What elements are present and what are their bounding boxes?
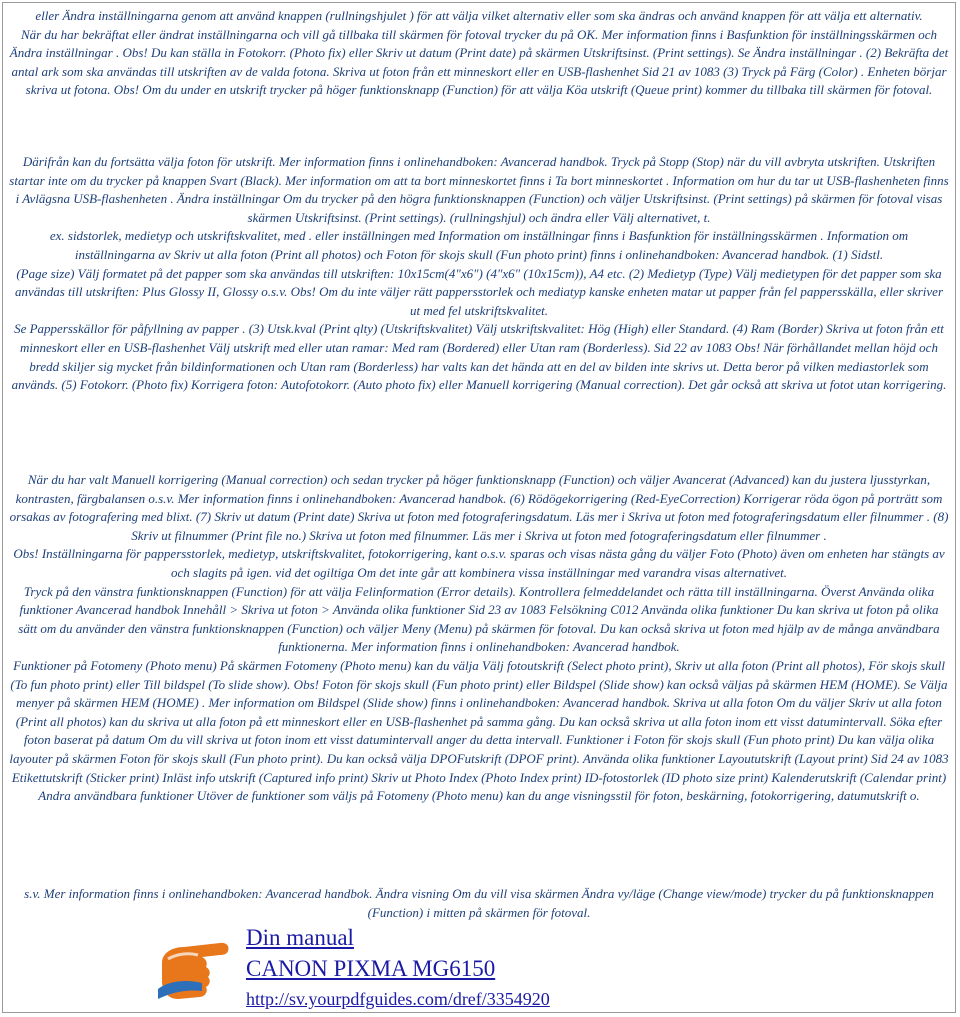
- paragraph: eller Ändra inställningarna genom att använd knappen (rullningshjulet ) för att välja vilket alternativ eller som ska ändras och använd knappen för att välja ett alternativ.: [35, 8, 923, 23]
- paragraph: Funktioner på Fotomeny (Photo menu) På skärmen Fotomeny (Photo menu) kan du välja Välj fotoutskrift (Select photo print), Skriv ut alla foton (Print all photos), För skojs skull (To fun photo print) eller Till bildspel (To slide show). Obs! Foton för skojs skull (Fun photo print) eller Bildspel (Slide show) kan också väljas på skärmen HEM (HOME). Se Välja menyer på skärmen HEM (HOME) . Mer information om Bildspel (Slide show) finns i onlinehandboken: Avancerad handbok. Skriva ut alla foton Om du väljer Skriv ut alla foton (Print all photos) kan du skriva ut alla foton på ett minneskort eller en USB-flashenhet på samma gång. Du kan också skriva ut alla foton inom ett visst datumintervall. Söka efter foton baserat på datum Om du vill skriva ut foton inom ett visst datumintervall anger du detta intervall. Funktioner i Foton för skojs skull (Fun photo print) Du kan välja olika layouter på skärmen Foton för skojs skull (Fun photo print). Du kan också välja DPOFutskrift (DPOF print). Använda olika funktioner Layoututskrift (Layout print) Sid 24 av 1083 Etikettutskrift (Sticker print) Inläst info utskrift (Captured info print) Skriv ut Photo Index (Photo Index print) ID-fotostorlek (ID photo size print) Kalenderutskrift (Calendar print) Andra användbara funktioner Utöver de funktioner som väljs på Fotomeny (Photo menu) kan du ange visningsstil för foton, beskärning, fotokorrigering, datumutskrift o.: [9, 657, 949, 804]
- footer-links: [246, 923, 550, 1013]
- paragraph: (Page size) Välj formatet på det papper som ska användas till utskriften: 10x15cm(4"x6") (4"x6" (10x15cm)), A4 etc. (2) Medietyp (Type) Välj medietypen för det papper som ska användas till utskriften: Plus Glossy II, Glossy o.s.v. Obs! Om du inte väljer rätt pappersstorlek och mediatyp kanske enheten matar ut papper från fel pappersskälla, eller skriver ut med fel utskriftskvalitet.: [14, 265, 944, 318]
- paragraph: s.v. Mer information finns i onlinehandboken: Avancerad handbok. Ändra visning Om du vill visa skärmen Ändra vy/läge (Change view/mode) trycker du på funktionsknappen (Function) i mitten på skärmen för fotoval.: [24, 886, 934, 920]
- paragraph: När du har bekräftat eller ändrat inställningarna och vill gå tillbaka till skärmen för fotoval trycker du på OK. Mer information finns i Basfunktion för inställningsskärmen och Ändra inställningar . Obs! Du kan ställa in Fotokorr. (Photo fix) eller Skriv ut datum (Print date) på skärmen Utskriftsinst. (Print settings). Se Ändra inställningar . (2) Bekräfta det antal ark som ska användas till utskriften av de valda fotona. Skriva ut foton från ett minneskort eller en USB-flashenhet Sid 21 av 1083 (3) Tryck på Färg (Color) . Enheten börjar skriva ut fotona. Obs! Om du under en utskrift trycker på höger funktionsknapp (Function) för att välja Köa utskrift (Queue print) kommer du tillbaka till skärmen för fotoval.: [9, 26, 949, 98]
- footer: [158, 915, 758, 1011]
- url-link[interactable]: http://sv.yourpdfguides.com/dref/3354920: [246, 989, 550, 1009]
- paragraph: Tryck på den vänstra funktionsknappen (Function) för att välja Felinformation (Error details). Kontrollera felmeddelandet och rätta till inställningarna. Överst Använda olika funktioner Avancerad handbok Innehåll > Skriva ut foton > Använda olika funktioner Sid 23 av 1083 Felsökning C012 Använda olika funktioner Du kan skriva ut foton på olika sätt om du använder den vänstra funktionsknappen (Function) och väljer Meny (Menu) på skärmen för fotoval. Du kan också skriva ut foton med hjälp av de många användbara funktionerna. Mer information finns i onlinehandboken: Avancerad handbok.: [18, 583, 940, 655]
- paragraph: När du har valt Manuell korrigering (Manual correction) och sedan trycker på höger funktionsknapp (Function) och väljer Avancerat (Advanced) kan du justera ljusstyrkan, kontrasten, färgbalansen o.s.v. Mer information finns i onlinehandboken: Avancerad handbok. (6) Rödögekorrigering (Red-EyeCorrection) Korrigerar röda ögon på porträtt som orsakas av fotografering med blixt. (7) Skriv ut datum (Print date) Skriva ut foton med fotograferingsdatum. Läs mer i Skriva ut foton med fotograferingsdatum eller filnummer . (8) Skriv ut filnummer (Print file no.) Skriva ut foton med filnummer. Läs mer i Skriva ut foton med fotograferingsdatum eller filnummer .: [9, 472, 949, 543]
- paragraph: Se Pappersskällor för påfyllning av papper . (3) Utsk.kval (Print qlty) (Utskriftskvalitet) Välj utskriftskvalitet: Hög (High) eller Standard. (4) Ram (Border) Skriva ut foton från ett minneskort eller en USB-flashenhet Välj utskrift med eller utan ramar: Med ram (Bordered) eller Utan ram (Borderless). Sid 22 av 1083 Obs! När förhållandet mellan höjd och bredd skiljer sig mycket från bildinformationen och Utan ram (Borderless) har valts kan det hända att en del av bilden inte skrivs ut. Detta beror på vilken mediastorlek som används. (5) Fotokorr. (Photo fix) Korrigera foton: Autofotokorr. (Auto photo fix) eller Manuell korrigering (Manual correction). Det går också att skriva ut fotot utan korrigering.: [11, 321, 947, 393]
- text-block-3: [3, 471, 955, 806]
- paragraph: ex. sidstorlek, medietyp och utskriftskvalitet, med . eller inställningen med Information om inställningar finns i Basfunktion för inställningsskärmen . Information om inställningarna av Skriv ut alla foton (Print all photos) och Foton för skojs skull (Fun photo print) finns i onlinehandboken: Avancerad handbok. (1) Sidstl.: [49, 228, 909, 262]
- manual-link[interactable]: Din manual: [246, 925, 354, 950]
- hand-pointer-icon: [158, 919, 234, 1003]
- paragraph: Därifrån kan du fortsätta välja foton för utskrift. Mer information finns i onlinehandboken: Avancerad handbok. Tryck på Stopp (Stop) när du vill avbryta utskriften. Utskriften startar inte om du trycker på knappen Svart (Black). Mer information om att ta bort minneskortet finns i Ta bort minneskortet . Information om hur du tar ut USB-flashenheten finns i Avlägsna USB-flashenheten . Ändra inställningar Om du trycker på den högra funktionsknappen (Function) och väljer Utskriftsinst. (Print settings) på skärmen för fotoval visas skärmen Utskriftsinst. (Print settings). (rullningshjul) och ändra eller Välj alternativet, t.: [9, 154, 949, 225]
- text-block-2: [3, 153, 955, 395]
- document-page: [2, 2, 956, 1013]
- product-link[interactable]: CANON PIXMA MG6150: [246, 956, 496, 981]
- text-block-1: [3, 7, 955, 100]
- paragraph: Obs! Inställningarna för pappersstorlek, medietyp, utskriftskvalitet, fotokorrigering, kant o.s.v. sparas och visas nästa gång du väljer Foto (Photo) även om enheten har stängts av och slagits på igen. vid det ogiltiga Om det inte går att kombinera vissa inställningar med varandra visas alternativet.: [13, 546, 945, 580]
